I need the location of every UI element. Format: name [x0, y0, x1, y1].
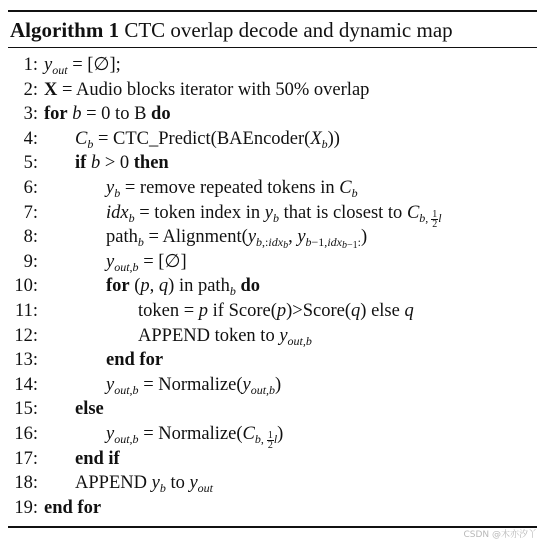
line-text: = Audio blocks iterator with 50% overlap	[62, 79, 370, 100]
algorithm-line	[8, 397, 537, 422]
line-code: for (p, q) in path$_b$ do	[106, 276, 260, 299]
line-text: = token index in	[139, 202, 261, 223]
algorithm-line	[8, 496, 537, 521]
line-text: = Normalize(	[143, 423, 243, 444]
line-number: 19:	[14, 497, 38, 518]
line-code: for b = 0 to B do	[44, 104, 171, 125]
algorithm-line	[8, 373, 537, 398]
line-number: 3:	[23, 104, 38, 125]
line-number: 11:	[15, 300, 38, 321]
algorithm-line	[8, 78, 537, 103]
line-code: $y_{out,b}$ = $Normalize(y_{out,b})$	[106, 374, 282, 397]
line-number: 12:	[14, 325, 38, 346]
algorithm-title	[8, 12, 537, 43]
algorithm-line	[8, 348, 537, 373]
line-code: APPEND token to $y_{out,b}$	[138, 325, 312, 348]
algorithm-line	[8, 102, 537, 127]
line-text: = remove repeated tokens in	[124, 177, 335, 198]
line-code: end for	[106, 350, 164, 371]
line-number: 8:	[23, 227, 38, 248]
line-code: token = p if Score(p)>Score(q) else q	[138, 300, 414, 321]
line-number: 9:	[23, 251, 38, 272]
algorithm-line	[8, 274, 537, 299]
bottom-rule	[8, 526, 537, 528]
line-code: APPEND $y_b$ to $y_{out}$	[75, 473, 214, 496]
line-number: 4:	[23, 128, 38, 149]
line-code: $y_{out,b}$ = $Normalize(C_{b, \frac{1}{2} l})$	[106, 423, 284, 451]
algorithm-line	[8, 250, 537, 275]
line-text: = Normalize(	[143, 374, 243, 395]
line-code: end for	[44, 497, 102, 518]
line-code: idx$_b$ = token index in $y_b$ that is closest to $C_{b, \frac{1}{2} l}$	[106, 202, 442, 230]
line-code: else	[75, 399, 104, 420]
algorithm-line	[8, 225, 537, 250]
line-text: token =	[138, 300, 195, 321]
line-number: 14:	[14, 374, 38, 395]
algorithm-line	[8, 201, 537, 230]
line-code: path$_b$ = $Alignment(y_{b,:idx_b}$, $y_{b-1,idx_{b-1}:}$)	[106, 227, 368, 252]
watermark: CSDN @木亦汐丫	[463, 530, 537, 540]
line-code: $C_b$ = $CTC\_Predict(BAEncoder(X_b))$	[75, 128, 340, 151]
line-number: 10:	[14, 276, 38, 297]
line-number: 16:	[14, 423, 38, 444]
line-code: end if	[75, 448, 120, 469]
line-code: if b > 0 then	[75, 153, 169, 174]
line-text: CTC_Predict(BAEncoder(	[113, 128, 311, 149]
line-number: 17:	[14, 448, 38, 469]
algorithm-line	[8, 299, 537, 324]
line-text: if Score(	[212, 300, 277, 321]
algorithm-line	[8, 176, 537, 201]
algorithm-line	[8, 422, 537, 451]
line-text: ) else	[360, 300, 400, 321]
line-number: 2:	[23, 79, 38, 100]
line-code: $y_{out,b}$ = [∅]	[106, 251, 187, 274]
line-code: $y_{out}$ = [∅];	[44, 55, 121, 77]
line-code: X = Audio blocks iterator with 50% overlap	[44, 79, 370, 100]
algorithm-line	[8, 53, 537, 78]
algorithm-line	[8, 447, 537, 472]
line-code: $y_b$ = remove repeated tokens in $C_b$	[106, 177, 358, 200]
line-number: 1:	[23, 55, 38, 75]
line-text: that is closest to	[283, 202, 403, 223]
line-number: 7:	[23, 202, 38, 223]
line-text: APPEND	[75, 473, 147, 494]
algorithm-caption: CTC overlap decode and dynamic map	[124, 18, 453, 42]
line-number: 18:	[14, 473, 38, 494]
line-number: 13:	[14, 350, 38, 371]
line-text: APPEND token to	[138, 325, 275, 346]
line-text: to	[170, 473, 185, 494]
algorithm-line	[8, 471, 537, 496]
algorithm-label: Algorithm 1	[10, 18, 120, 42]
algorithm-line	[8, 151, 537, 176]
line-number: 6:	[23, 177, 38, 198]
line-number: 5:	[23, 153, 38, 174]
algorithm-line	[8, 324, 537, 349]
algorithm-block	[8, 10, 537, 528]
line-text: )>Score(	[286, 300, 352, 321]
line-number: 15:	[14, 399, 38, 420]
algorithm-lines	[8, 48, 537, 520]
algorithm-line	[8, 127, 537, 152]
